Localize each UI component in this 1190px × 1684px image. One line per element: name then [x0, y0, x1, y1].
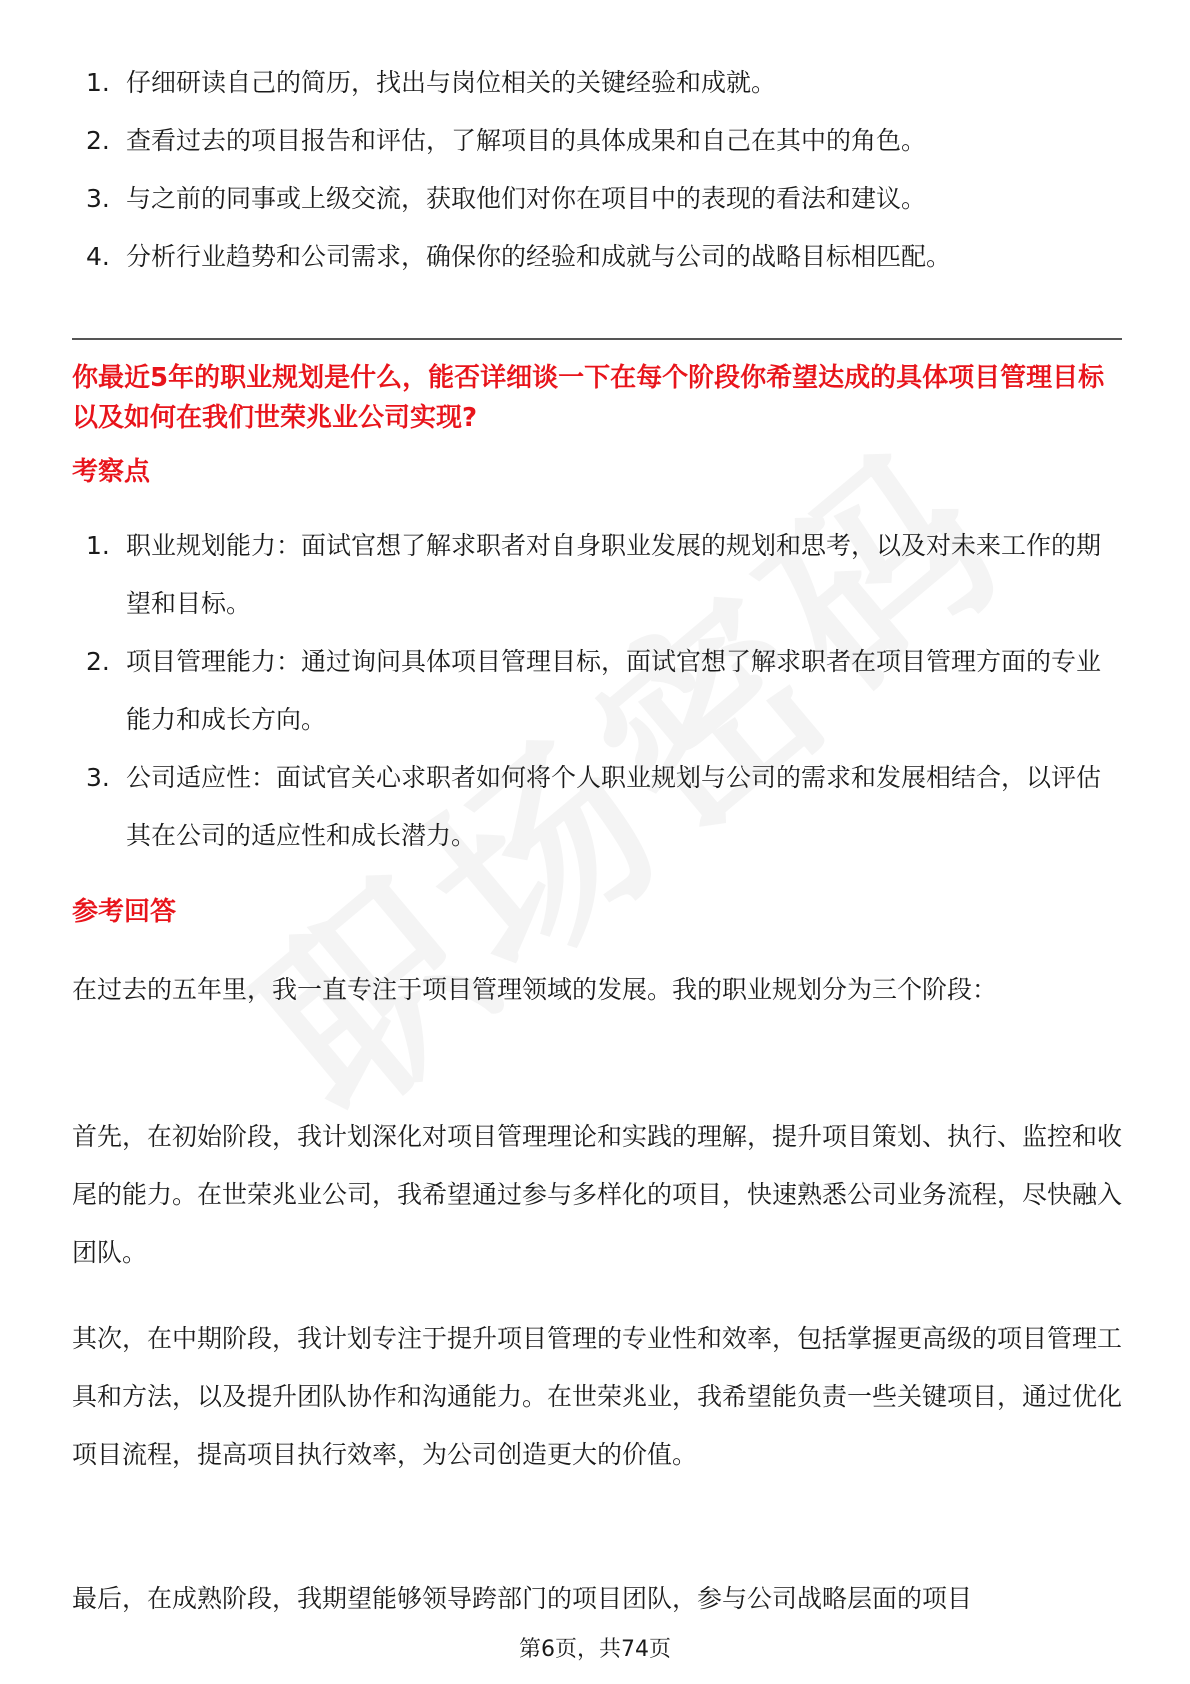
list-item [72, 228, 1122, 286]
list-number: 1. [86, 531, 110, 560]
list-item [72, 170, 1122, 228]
list-item [72, 633, 1122, 749]
page-footer: 第6页，共74页 [519, 1637, 671, 1662]
list-item [72, 517, 1122, 633]
list-item-text: 项目管理能力：通过询问具体项目管理目标，面试官想了解求职者在项目管理方面的专业能力和成长方向。 [126, 647, 1102, 734]
preparation-list [72, 54, 1122, 286]
answer-paragraph: 最后，在成熟阶段，我期望能够领导跨部门的项目团队，参与公司战略层面的项目 [72, 1584, 973, 1613]
list-number: 2. [86, 126, 110, 155]
list-item-text: 查看过去的项目报告和评估，了解项目的具体成果和自己在其中的角色。 [126, 126, 927, 155]
answer-heading: 参考回答 [72, 897, 177, 927]
answer-paragraph: 其次，在中期阶段，我计划专注于提升项目管理的专业性和效率，包括掌握更高级的项目管理工具和方法，以及提升团队协作和沟通能力。在世荣兆业，我希望能负责一些关键项目，通过优化项目流程，提高项目执行效率，为公司创造更大的价值。 [72, 1324, 1123, 1469]
list-item-text: 分析行业趋势和公司需求，确保你的经验和成就与公司的战略目标相匹配。 [126, 242, 952, 271]
list-item [72, 749, 1122, 865]
section-divider [72, 338, 1122, 340]
interview-question: 你最近5年的职业规划是什么，能否详细谈一下在每个阶段你希望达成的具体项目管理目标以及如何在我们世荣兆业公司实现? [72, 363, 1105, 433]
list-item-text: 与之前的同事或上级交流，获取他们对你在项目中的表现的看法和建议。 [126, 184, 927, 213]
list-number: 1. [86, 68, 110, 97]
list-item-text: 职业规划能力：面试官想了解求职者对自身职业发展的规划和思考，以及对未来工作的期望和目标。 [126, 531, 1102, 618]
answer-paragraph: 首先，在初始阶段，我计划深化对项目管理理论和实践的理解，提升项目策划、执行、监控和收尾的能力。在世荣兆业公司，我希望通过参与多样化的项目，快速熟悉公司业务流程，尽快融入团队。 [72, 1122, 1123, 1267]
list-item [72, 54, 1122, 112]
kaochadian-list [72, 517, 1122, 865]
list-item-text: 仔细研读自己的简历，找出与岗位相关的关键经验和成就。 [126, 68, 777, 97]
list-item-text: 公司适应性：面试官关心求职者如何将个人职业规划与公司的需求和发展相结合，以评估其在公司的适应性和成长潜力。 [126, 763, 1102, 850]
list-item [72, 112, 1122, 170]
list-number: 3. [86, 763, 110, 792]
list-number: 3. [86, 184, 110, 213]
kaochadian-heading: 考察点 [72, 457, 151, 487]
list-number: 2. [86, 647, 110, 676]
list-number: 4. [86, 242, 110, 271]
answer-paragraph: 在过去的五年里，我一直专注于项目管理领域的发展。我的职业规划分为三个阶段： [72, 975, 998, 1004]
